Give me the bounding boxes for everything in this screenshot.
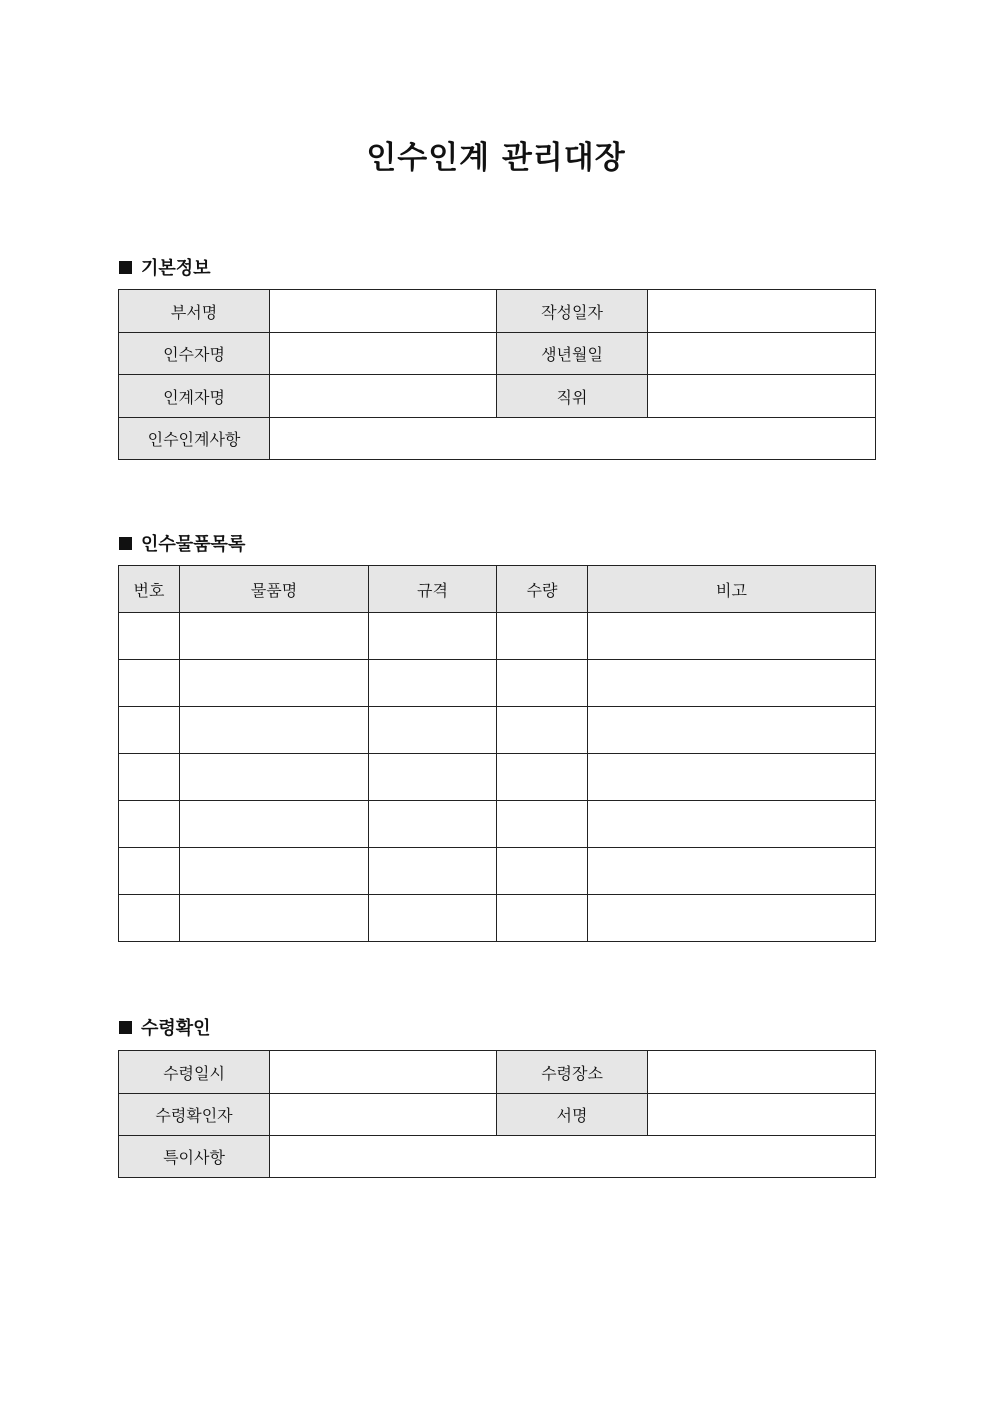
table-row [119,895,876,942]
page-title: 인수인계 관리대장 [366,140,626,176]
section-heading-label: 기본정보 [141,258,211,279]
receipt-place-label: 수령장소 [497,1051,648,1094]
section-heading-receipt [119,1014,211,1040]
item-name-cell[interactable] [180,848,369,895]
column-header-remarks: 비고 [588,566,876,613]
written-date-field[interactable] [648,290,876,333]
birth-date-label: 생년월일 [497,333,648,375]
quantity-cell[interactable] [497,848,588,895]
table-row [119,660,876,707]
square-bullet-icon [119,261,132,274]
quantity-cell[interactable] [497,707,588,754]
section-heading-label: 인수물품목록 [141,534,246,555]
signature-label: 서명 [497,1094,648,1136]
spec-cell[interactable] [369,707,497,754]
position-field[interactable] [648,375,876,418]
spec-cell[interactable] [369,660,497,707]
table-row [119,613,876,660]
number-cell[interactable] [119,801,180,848]
department-label: 부서명 [119,290,270,333]
section-heading-label: 수령확인 [141,1018,211,1039]
column-header-spec: 규격 [369,566,497,613]
item-name-cell[interactable] [180,707,369,754]
position-label: 직위 [497,375,648,418]
handover-name-field[interactable] [270,375,497,418]
remarks-cell[interactable] [588,848,876,895]
receiver-name-label: 인수자명 [119,333,270,375]
table-header-row [119,566,876,613]
item-name-cell[interactable] [180,660,369,707]
item-name-cell[interactable] [180,801,369,848]
quantity-cell[interactable] [497,754,588,801]
special-notes-field[interactable] [270,1136,876,1178]
spec-cell[interactable] [369,754,497,801]
table-row [119,1094,876,1136]
item-name-cell[interactable] [180,754,369,801]
receipt-datetime-label: 수령일시 [119,1051,270,1094]
section-heading-basic [119,254,211,280]
remarks-cell[interactable] [588,801,876,848]
square-bullet-icon [119,1021,132,1034]
column-header-number: 번호 [119,566,180,613]
department-field[interactable] [270,290,497,333]
table-row [119,290,876,333]
column-header-item-name: 물품명 [180,566,369,613]
handover-name-label: 인계자명 [119,375,270,418]
number-cell[interactable] [119,895,180,942]
section-heading-items [119,530,245,556]
quantity-cell[interactable] [497,895,588,942]
spec-cell[interactable] [369,895,497,942]
number-cell[interactable] [119,848,180,895]
square-bullet-icon [119,537,132,550]
remarks-cell[interactable] [588,660,876,707]
birth-date-field[interactable] [648,333,876,375]
table-row [119,1051,876,1094]
receipt-datetime-field[interactable] [270,1051,497,1094]
receipt-confirmer-field[interactable] [270,1094,497,1136]
table-row [119,333,876,375]
table-row [119,707,876,754]
receipt-place-field[interactable] [648,1051,876,1094]
handover-notes-field[interactable] [270,418,876,460]
remarks-cell[interactable] [588,754,876,801]
table-row [119,801,876,848]
spec-cell[interactable] [369,801,497,848]
table-row [119,848,876,895]
number-cell[interactable] [119,754,180,801]
number-cell[interactable] [119,660,180,707]
spec-cell[interactable] [369,848,497,895]
signature-field[interactable] [648,1094,876,1136]
remarks-cell[interactable] [588,613,876,660]
table-row [119,418,876,460]
column-header-quantity: 수량 [497,566,588,613]
written-date-label: 작성일자 [497,290,648,333]
item-name-cell[interactable] [180,895,369,942]
items-table [118,565,876,942]
item-name-cell[interactable] [180,613,369,660]
remarks-cell[interactable] [588,895,876,942]
quantity-cell[interactable] [497,660,588,707]
spec-cell[interactable] [369,613,497,660]
basic-info-table [118,289,876,460]
handover-notes-label: 인수인계사항 [119,418,270,460]
table-row [119,375,876,418]
quantity-cell[interactable] [497,613,588,660]
quantity-cell[interactable] [497,801,588,848]
table-row [119,754,876,801]
table-row [119,1136,876,1178]
receipt-table [118,1050,876,1178]
special-notes-label: 특이사항 [119,1136,270,1178]
number-cell[interactable] [119,613,180,660]
remarks-cell[interactable] [588,707,876,754]
receipt-confirmer-label: 수령확인자 [119,1094,270,1136]
receiver-name-field[interactable] [270,333,497,375]
number-cell[interactable] [119,707,180,754]
